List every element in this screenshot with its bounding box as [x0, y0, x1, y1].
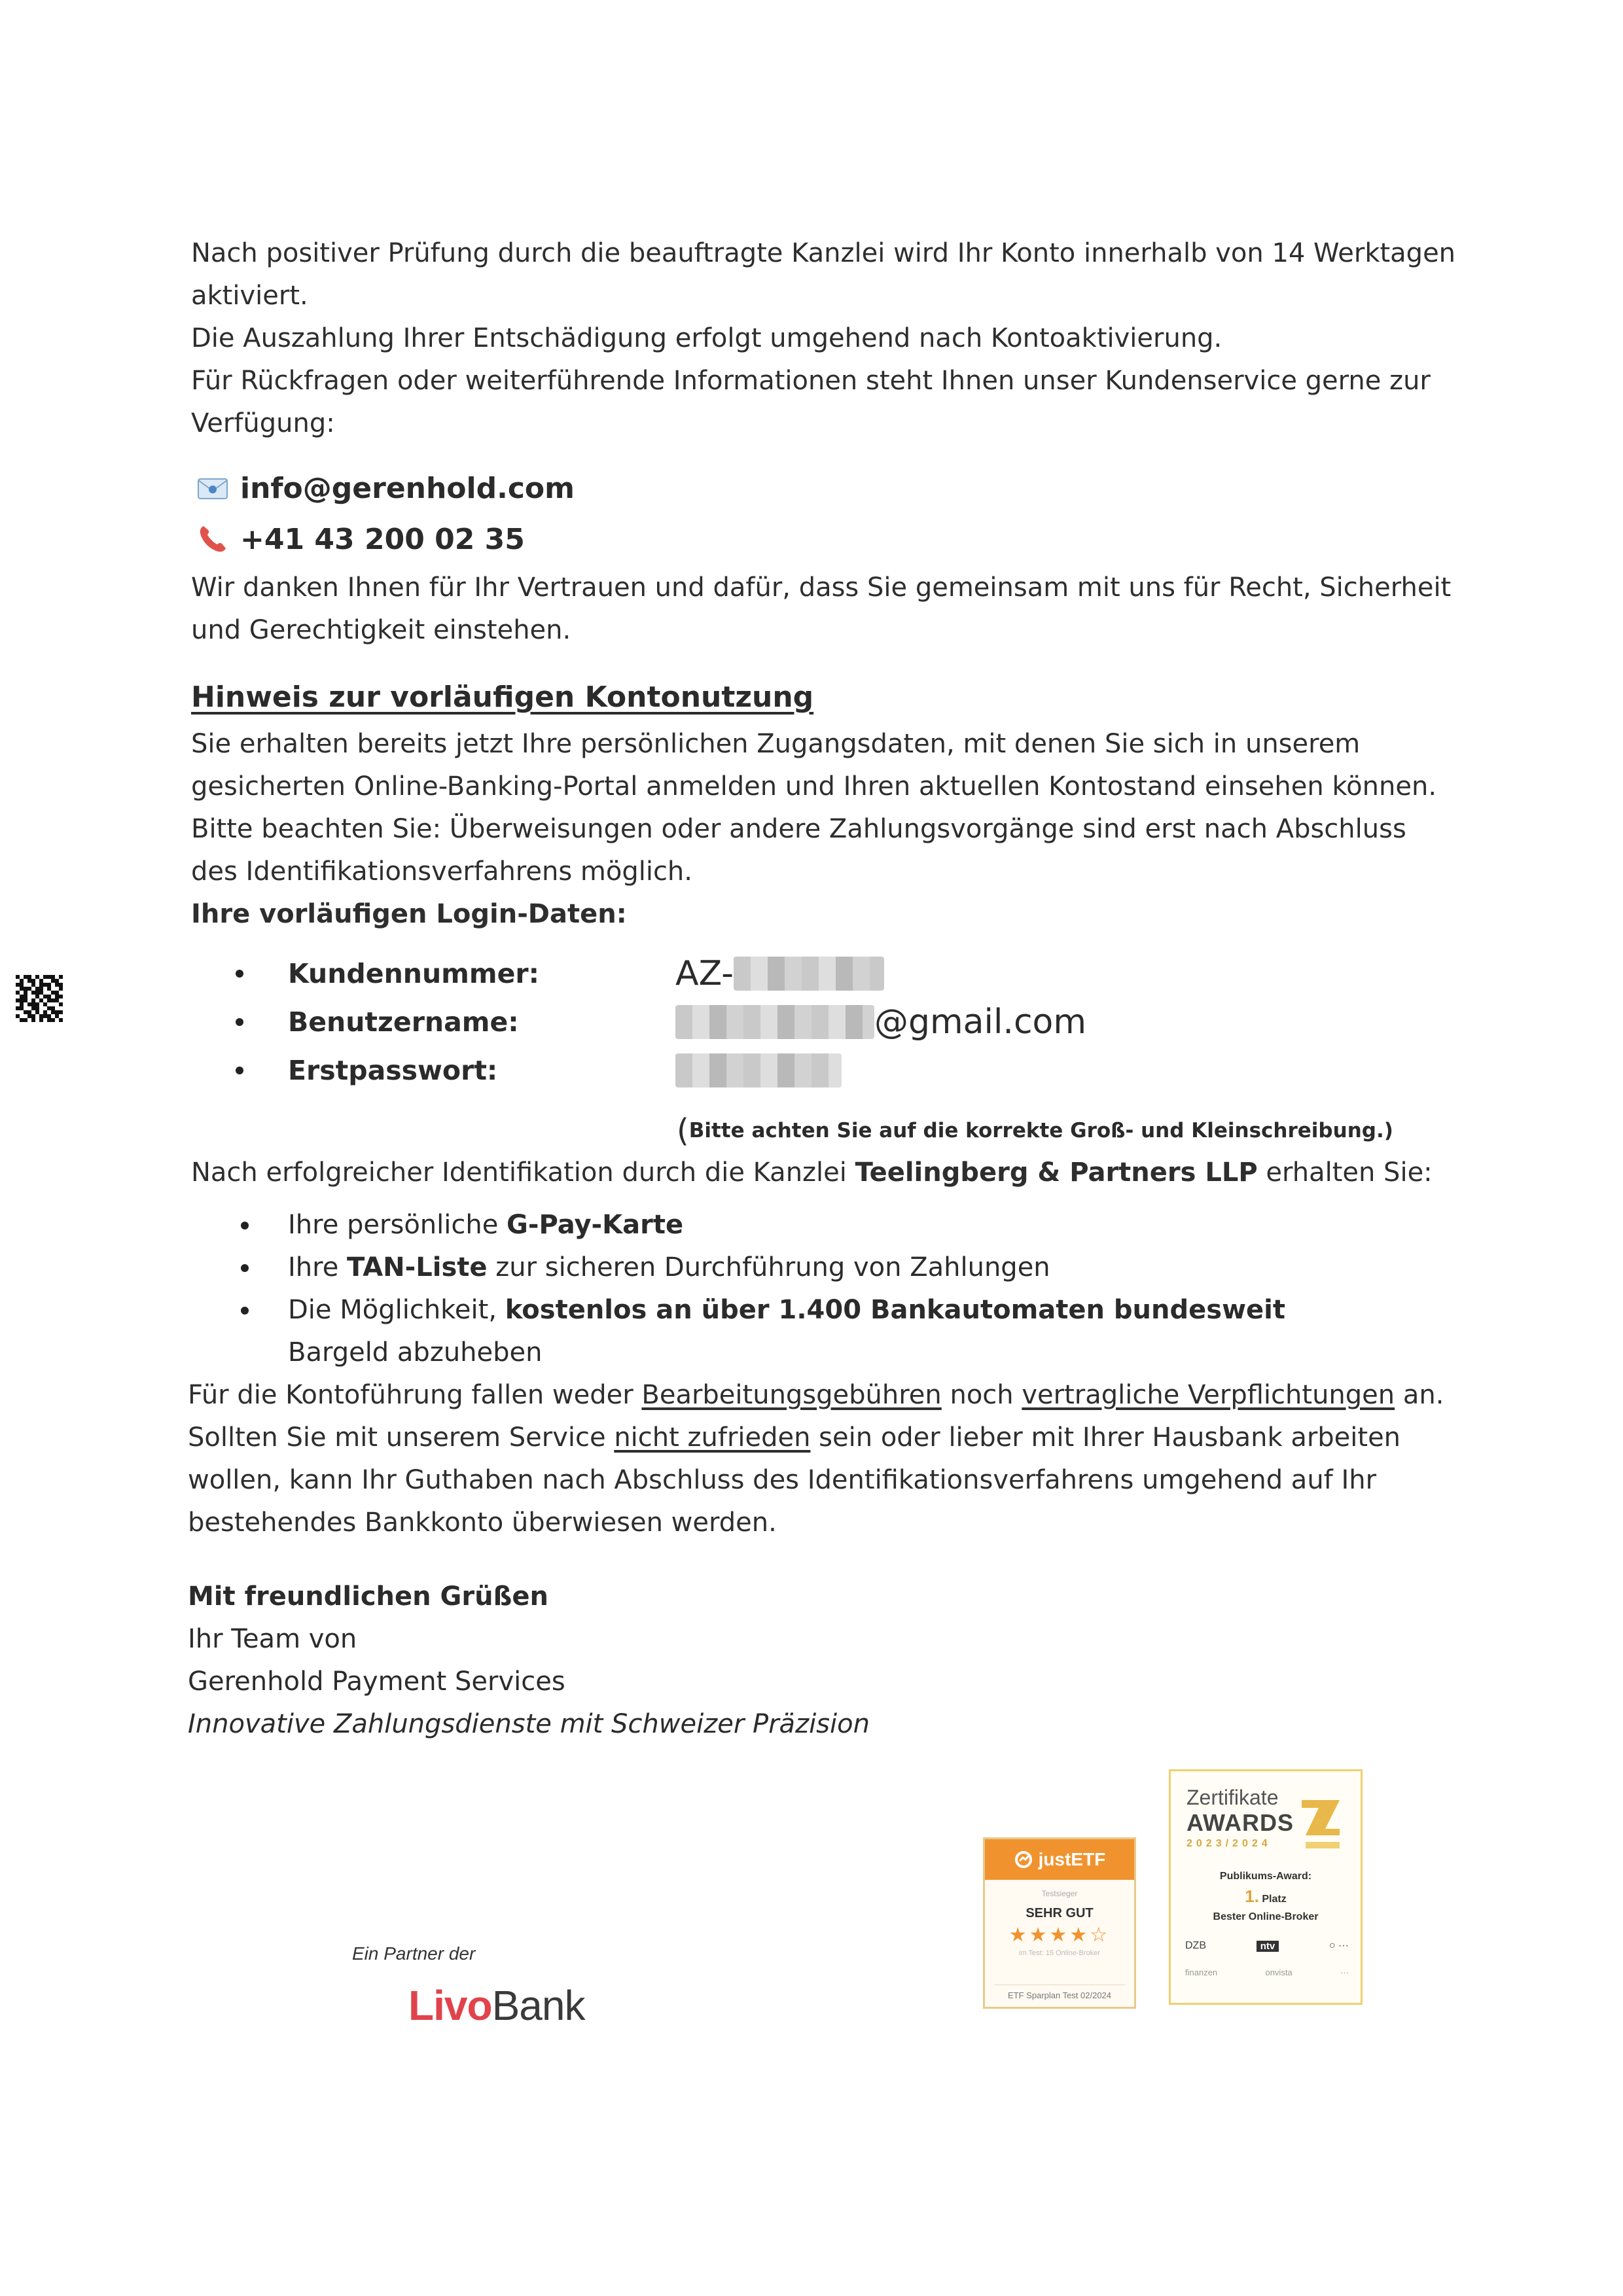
redacted-value: [675, 1005, 874, 1039]
fees-underlined: vertragliche Verpflichtungen: [1022, 1380, 1395, 1410]
item-text: Die Möglichkeit,: [288, 1295, 505, 1325]
thanks-block: [191, 567, 1461, 652]
login-row-username: [236, 1002, 1087, 1042]
item-bold: kostenlos an über 1.400 Bankautomaten bundesweit: [505, 1295, 1285, 1325]
awards-award-type: Publikums-Award:: [1219, 1871, 1312, 1882]
notice-block: [191, 723, 1461, 936]
item-text: Ihre: [288, 1252, 348, 1282]
login-value-username: [675, 1002, 1086, 1042]
bullet-icon: [236, 1018, 243, 1026]
closing-block: [188, 1576, 870, 1746]
livobank-logo-bank: Bank: [491, 1982, 585, 2029]
livobank-logo-livo: Livo: [408, 1982, 492, 2029]
awards-title1: Zertifikate: [1186, 1786, 1279, 1809]
item-text: Ihre persönliche: [288, 1210, 507, 1240]
awards-sponsor-logos: [1185, 1940, 1349, 1952]
law-firm-name: Teelingberg & Partners LLP: [855, 1157, 1258, 1188]
fees-underlined: Bearbeitungsgebühren: [641, 1380, 942, 1410]
justetf-fine: im Test: 15 Online-Broker: [1019, 1949, 1100, 1957]
fees-text-part: Für die Kontoführung fallen weder: [188, 1380, 642, 1410]
notice-para1: Sie erhalten bereits jetzt Ihre persönlichen Zugangsdaten, mit denen Sie sich in unserem gesicherten Online-Banking-Portal anmelden und Ihren aktuellen Kontostand einsehen können.: [191, 729, 1437, 802]
login-row-password: [236, 1055, 498, 1086]
item-text-after: zur sicheren Durchführung von Zahlungen: [487, 1252, 1050, 1282]
fees-underlined: nicht zufrieden: [614, 1422, 811, 1453]
thanks-text: Wir danken Ihnen für Ihr Vertrauen und dafür, dass Sie gemeinsam mit uns für Recht, Sicherheit und Gerechtigkeit einstehen.: [191, 573, 1452, 645]
note-text: Bitte achten Sie auf die korrekte Groß- und Kleinschreibung.): [688, 1119, 1393, 1142]
item-text-after: Bargeld abzuheben: [288, 1337, 543, 1368]
login-label: Erstpasswort:: [288, 1055, 498, 1086]
awards-place-word: Platz: [1258, 1894, 1287, 1905]
qr-code: [16, 975, 63, 1022]
login-value-customer-number: [675, 954, 884, 993]
after-id-lead-text: [191, 1152, 1461, 1194]
list-item: [236, 1204, 1387, 1246]
list-item: [236, 1289, 1387, 1374]
intro-questions: Für Rückfragen oder weiterführende Informationen steht Ihnen unser Kundenservice gerne zur Verfügung:: [191, 366, 1431, 438]
after-id-lead-after: erhalten Sie:: [1257, 1157, 1433, 1188]
intro-block: [191, 232, 1461, 445]
justetf-small: Testsieger: [1041, 1889, 1078, 1898]
dzb-logo: DZB: [1185, 1940, 1206, 1951]
phone-icon: [194, 521, 231, 557]
login-row-customer-number: [236, 954, 734, 993]
intro-activation: Nach positiver Prüfung durch die beauftragte Kanzlei wird Ihr Konto innerhalb von 14 Werktagen aktiviert.: [191, 238, 1456, 311]
closing-tagline: Innovative Zahlungsdienste mit Schweizer Präzision: [188, 1709, 870, 1739]
item-bold: TAN-Liste: [347, 1252, 488, 1282]
justetf-rating: SEHR GUT: [1026, 1906, 1094, 1920]
bullet-icon: [241, 1264, 249, 1272]
case-sensitivity-note: [677, 1112, 1393, 1149]
contact-email[interactable]: info@gerenhold.com: [240, 471, 575, 505]
notice-heading: Hinweis zur vorläufigen Kontonutzung: [191, 680, 814, 714]
note-paren: (: [677, 1112, 689, 1149]
notice-para2: Bitte beachten Sie: Überweisungen oder andere Zahlungsvorgänge sind erst nach Abschluss des Identifikationsverfahrens möglich.: [191, 814, 1406, 887]
justetf-footer: ETF Sparplan Test 02/2024: [994, 1985, 1125, 2000]
awards-sponsor-logos-2: [1185, 1968, 1349, 1977]
list-item: [236, 1246, 1387, 1289]
login-title: Ihre vorläufigen Login-Daten:: [191, 899, 627, 929]
justetf-logo-icon: [1014, 1850, 1033, 1869]
finanzen-logo: finanzen: [1185, 1968, 1218, 1977]
fees-text-part: Sollten Sie mit unserem Service: [188, 1422, 615, 1453]
sponsor-logo: ○ ···: [1329, 1940, 1349, 1951]
login-label: Benutzername:: [288, 1006, 519, 1038]
redacted-value: [734, 957, 884, 991]
fees-text-part: noch: [941, 1380, 1022, 1410]
closing-team: Ihr Team von: [188, 1624, 357, 1654]
awards-place-number: 1.: [1245, 1886, 1259, 1906]
bullet-icon: [236, 970, 243, 978]
justetf-badge: [983, 1837, 1136, 2009]
item-bold: G-Pay-Karte: [507, 1210, 684, 1240]
sponsor-logo: ···: [1340, 1968, 1349, 1977]
bullet-icon: [241, 1307, 249, 1315]
login-value-password: [675, 1053, 842, 1087]
awards-category: Bester Online-Broker: [1213, 1911, 1319, 1922]
trophy-icon: [1299, 1796, 1342, 1862]
envelope-icon: [194, 470, 231, 506]
awards-title2: AWARDS: [1186, 1809, 1294, 1836]
contact-phone-row: [194, 521, 525, 557]
zertifikate-awards-badge: [1169, 1769, 1363, 2005]
fees-text-part: an.: [1395, 1380, 1444, 1410]
fees-text: [188, 1374, 1457, 1544]
bullet-icon: [241, 1222, 249, 1229]
ntv-logo: ntv: [1257, 1941, 1279, 1952]
star-rating-icon: ★★★★☆: [1008, 1924, 1111, 1946]
closing-greeting: Mit freundlichen Grüßen: [188, 1581, 548, 1612]
after-id-lead-before: Nach erfolgreicher Identifikation durch die Kanzlei: [191, 1157, 855, 1188]
login-label: Kundennummer:: [288, 958, 540, 989]
awards-years: 2023/2024: [1186, 1838, 1272, 1849]
onvista-logo: onvista: [1265, 1968, 1293, 1977]
closing-company: Gerenhold Payment Services: [188, 1667, 565, 1697]
fees-text-part: sein oder lieber mit Ihrer Hausbank arbeiten wollen, kann Ihr Guthaben nach Abschluss des Identifikationsverfahrens umgehend auf Ihr bestehendes Bankkonto überwiesen werden.: [188, 1422, 1401, 1538]
partner-label: Ein Partner der: [352, 1943, 476, 1964]
contact-phone[interactable]: +41 43 200 02 35: [240, 522, 525, 556]
login-value-suffix: @gmail.com: [874, 1002, 1087, 1042]
contact-email-row: [194, 470, 575, 506]
awards-place: [1171, 1886, 1361, 1907]
bullet-icon: [236, 1067, 243, 1074]
justetf-brand: justETF: [1038, 1849, 1106, 1869]
after-id-lead: [191, 1152, 1461, 1194]
livobank-logo: [408, 1981, 584, 2030]
benefits-list: [236, 1204, 1387, 1374]
redacted-value: [675, 1053, 842, 1087]
fees-block: [188, 1374, 1457, 1544]
justetf-header: [985, 1839, 1134, 1880]
login-value-prefix: AZ-: [675, 954, 734, 993]
intro-payout: Die Auszahlung Ihrer Entschädigung erfolgt umgehend nach Kontoaktivierung.: [191, 323, 1222, 353]
